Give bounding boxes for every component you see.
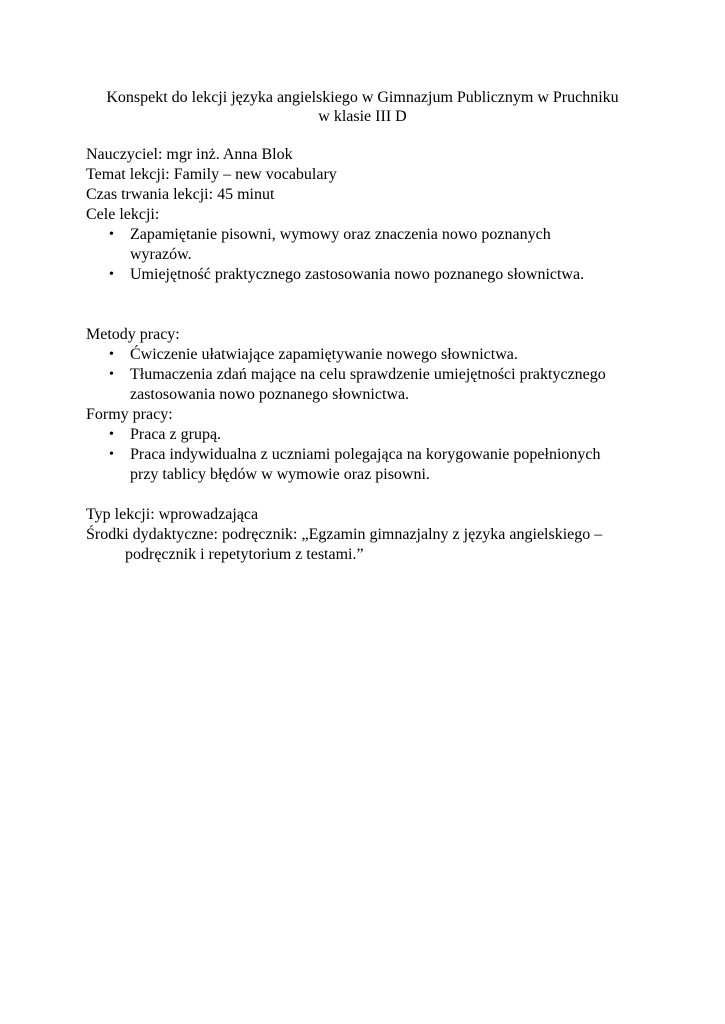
bullet-icon: • xyxy=(109,267,114,282)
teacher-line: Nauczyciel: mgr inż. Anna Blok xyxy=(86,146,293,163)
spacer xyxy=(86,485,666,505)
teaching-aids-line-1: Środki dydaktyczne: podręcznik: „Egzamin gimnazjalny z języka angielskiego – xyxy=(86,526,603,543)
list-item xyxy=(86,425,666,445)
form-2-line-1: Praca indywidualna z uczniami polegająca na korygowanie popełnionych xyxy=(130,446,601,463)
bullet-icon: • xyxy=(109,347,114,362)
spacer xyxy=(86,285,666,325)
bullet-icon: • xyxy=(109,447,114,462)
goal-2-line-1: Umiejętność praktycznego zastosowania nowo poznanego słownictwa. xyxy=(130,266,585,283)
methods-list xyxy=(86,345,666,405)
list-item xyxy=(86,365,666,405)
topic-line: Temat lekcji: Family – new vocabulary xyxy=(86,166,337,183)
duration-line: Czas trwania lekcji: 45 minut xyxy=(86,186,275,203)
methods-heading: Metody pracy: xyxy=(86,326,180,343)
goals-list xyxy=(86,225,666,285)
lesson-type-line: Typ lekcji: wprowadzająca xyxy=(86,506,259,523)
teaching-aids-line-2: podręcznik i repetytorium z testami.” xyxy=(125,546,364,563)
method-2-line-2: zastosowania nowo poznanego słownictwa. xyxy=(130,386,410,403)
bullet-icon: • xyxy=(109,367,114,382)
method-1-line-1: Ćwiczenie ułatwiające zapamiętywanie nowego słownictwa. xyxy=(130,346,518,363)
bullet-icon: • xyxy=(109,227,114,242)
document-title xyxy=(60,88,665,126)
list-item xyxy=(86,265,666,285)
bullet-icon: • xyxy=(109,427,114,442)
title-line-1: Konspekt do lekcji języka angielskiego w Gimnazjum Publicznym w Pruchniku xyxy=(106,89,619,106)
list-item xyxy=(86,445,666,485)
goals-heading: Cele lekcji: xyxy=(86,206,160,223)
teaching-aids xyxy=(86,525,685,565)
list-item xyxy=(86,225,666,265)
title-line-2: w klasie III D xyxy=(318,108,407,125)
goal-1-line-1: Zapamiętanie pisowni, wymowy oraz znaczenia nowo poznanych xyxy=(130,226,551,243)
method-2-line-1: Tłumaczenia zdań mające na celu sprawdzenie umiejętności praktycznego xyxy=(130,366,606,383)
forms-list xyxy=(86,425,666,485)
forms-heading: Formy pracy: xyxy=(86,406,173,423)
list-item xyxy=(86,345,666,365)
document-body xyxy=(86,145,666,565)
goal-1-line-2: wyrazów. xyxy=(130,246,192,263)
form-1-line-1: Praca z grupą. xyxy=(130,426,222,443)
form-2-line-2: przy tablicy błędów w wymowie oraz pisowni. xyxy=(130,466,430,483)
